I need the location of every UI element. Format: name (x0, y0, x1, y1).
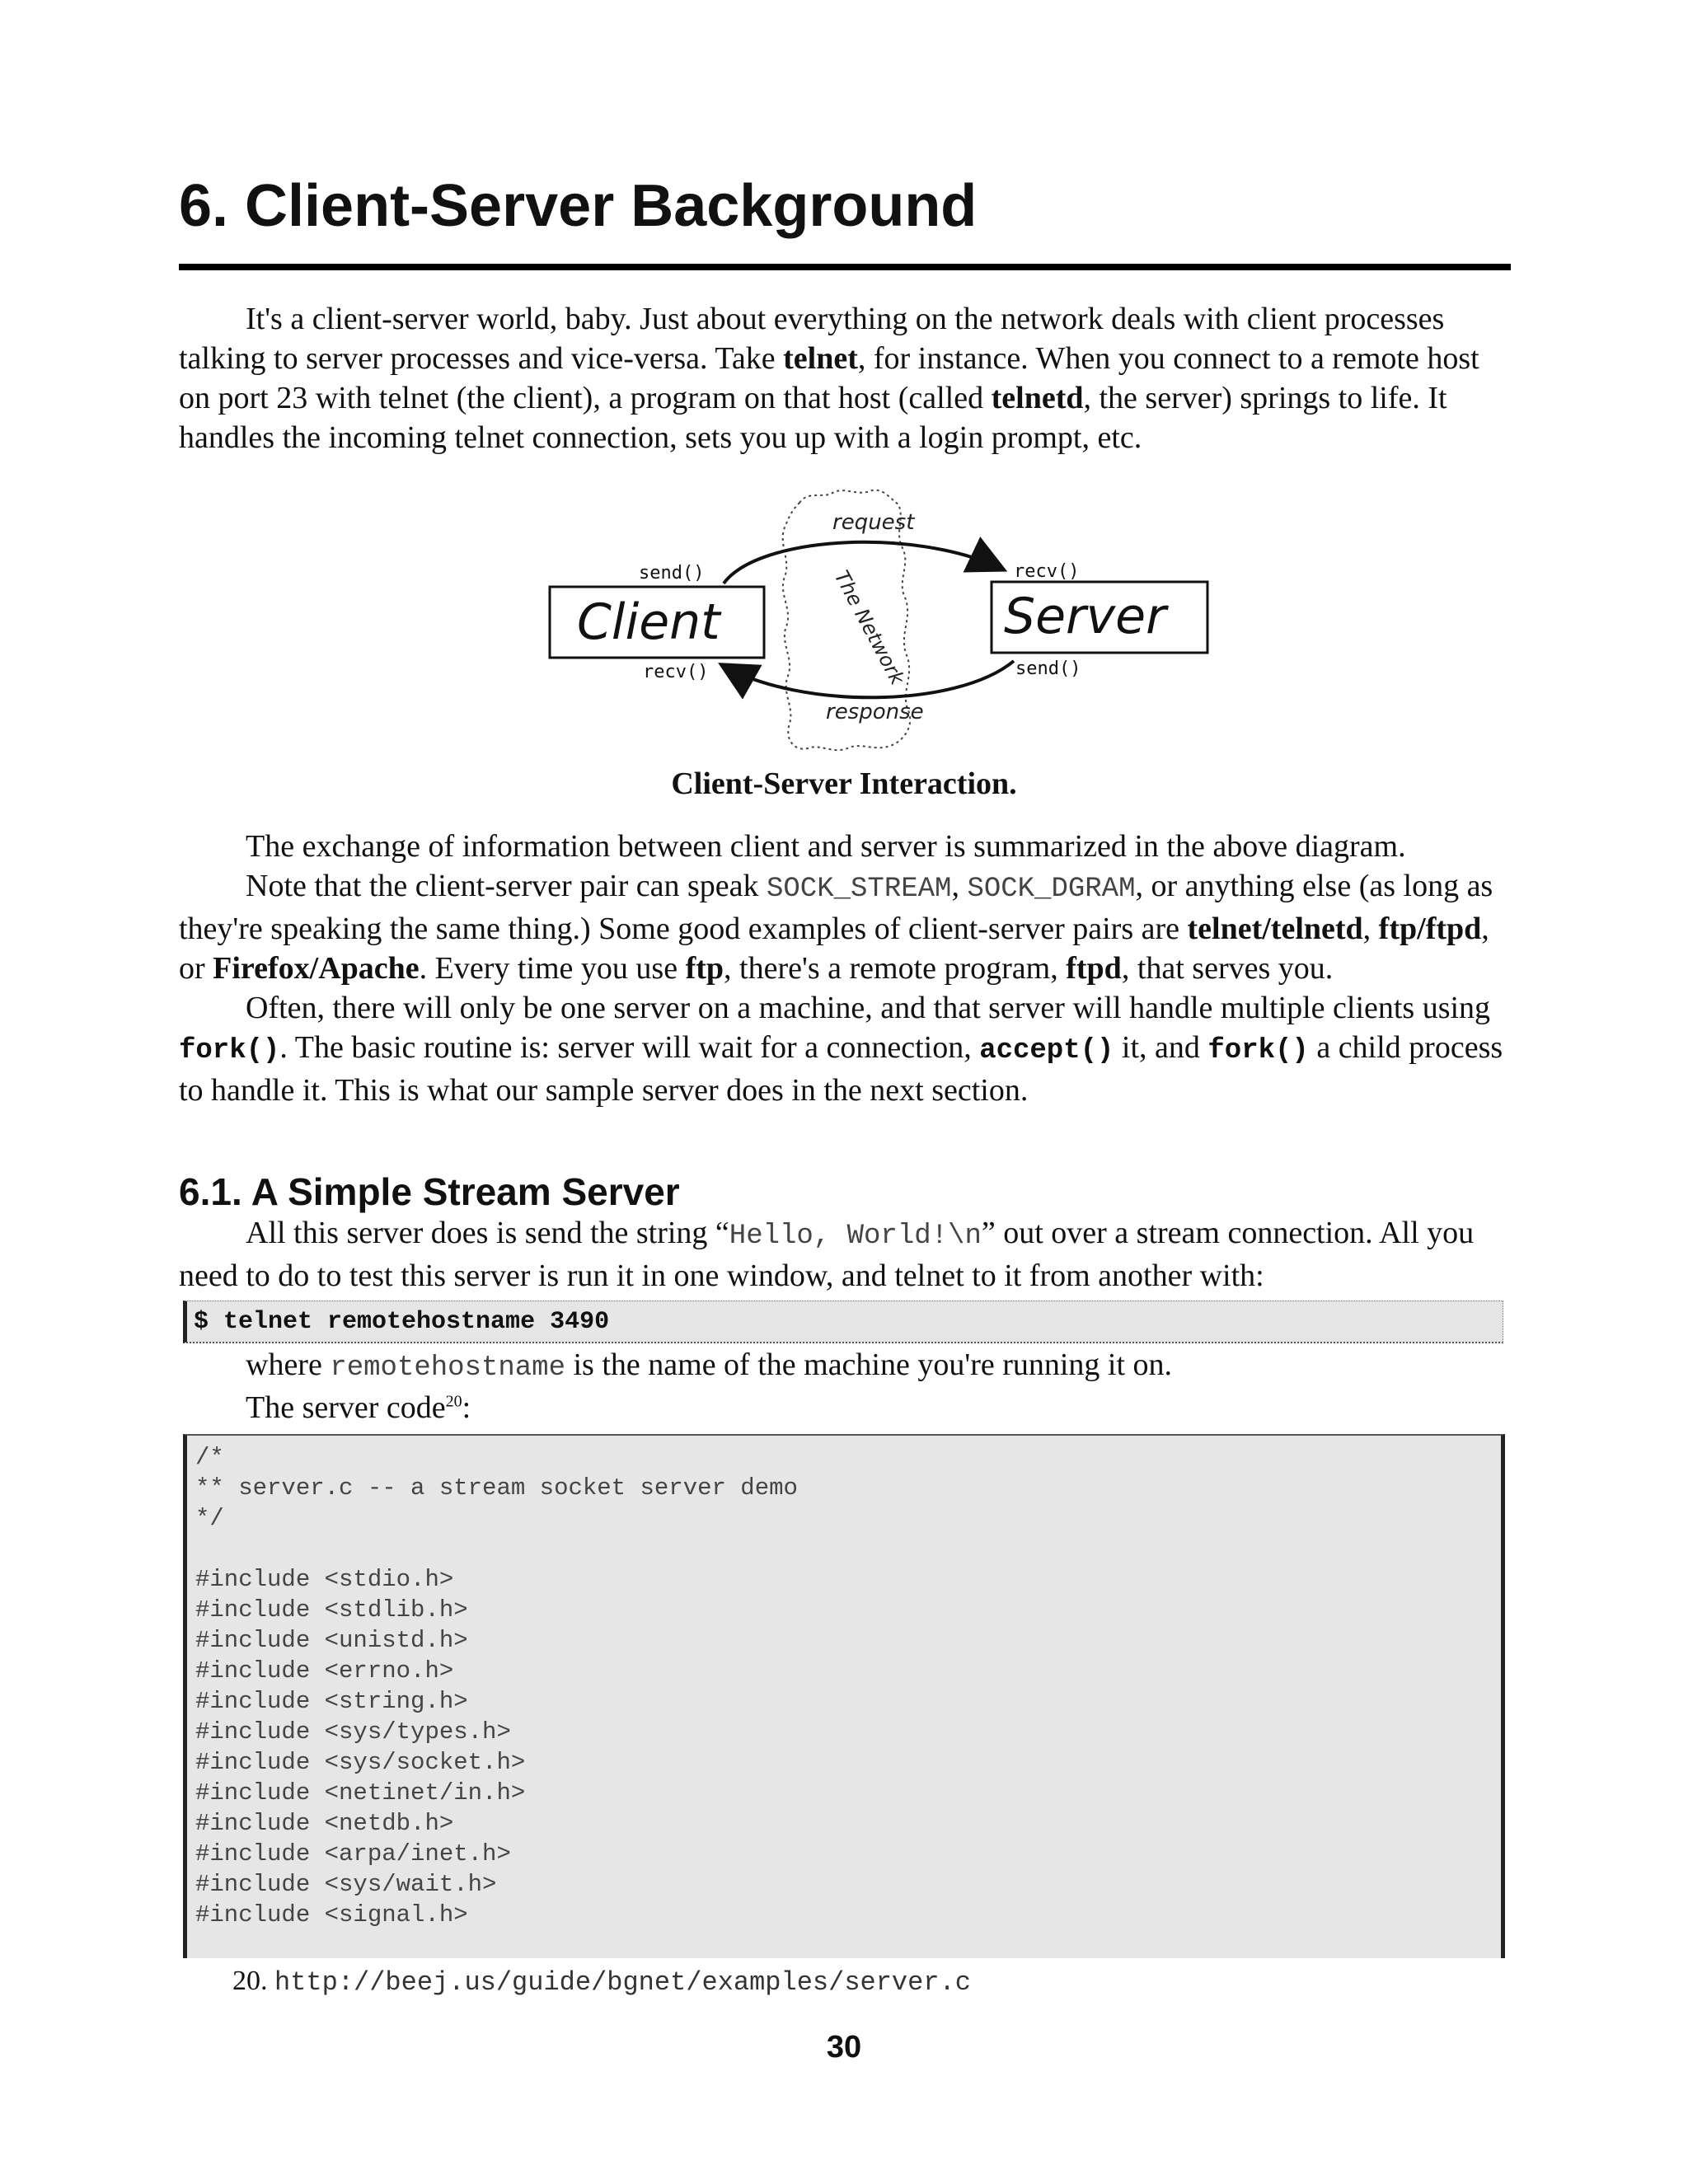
client-label: Client (577, 593, 720, 651)
code-line: #include <string.h> (195, 1688, 468, 1715)
code-line: ** server.c -- a stream socket server demo (195, 1474, 798, 1502)
command-block: $ telnet remotehostname 3490 (183, 1301, 1503, 1343)
code-line: #include <errno.h> (195, 1657, 454, 1685)
fork-code: fork() (179, 1035, 280, 1066)
network-label: The Network (829, 566, 910, 689)
code-line: #include <netdb.h> (195, 1810, 454, 1837)
diagram-caption: Client-Server Interaction. (671, 766, 1017, 801)
remotehostname-code: remotehostname (330, 1352, 565, 1384)
code-line: #include <netinet/in.h> (195, 1779, 526, 1807)
code-line: #include <sys/socket.h> (195, 1749, 526, 1776)
code-line: #include <arpa/inet.h> (195, 1840, 511, 1868)
title-rule (179, 264, 1511, 270)
code-line (187, 1534, 798, 1564)
code-line: #include <sys/types.h> (195, 1718, 511, 1746)
response-arrow (724, 661, 1014, 697)
client-recv-label: recv() (643, 662, 709, 682)
footnote-ref[interactable]: 20 (445, 1392, 462, 1411)
sock-dgram-code: SOCK_DGRAM (967, 874, 1136, 905)
code-line: #include <stdio.h> (195, 1566, 454, 1593)
telnetd-term: telnetd (991, 381, 1084, 415)
response-label: response (826, 700, 924, 724)
server-code-intro: The server code$^{20}$: (246, 1390, 471, 1425)
footnote-number: 20. (232, 1966, 268, 1996)
code-line: #include <stdlib.h> (195, 1596, 468, 1624)
server-send-label: send() (1015, 658, 1081, 679)
page-number: 30 (826, 2030, 862, 2064)
sock-stream-code: SOCK_STREAM (767, 874, 952, 905)
footnote-url[interactable]: http://beej.us/guide/bgnet/examples/server.c (274, 1967, 971, 1998)
hostname-note: where remotehostname is the name of the machine you're running it on. (246, 1347, 1173, 1384)
client-send-label: send() (639, 563, 705, 583)
client-server-diagram (528, 486, 1220, 758)
code-line: #include <unistd.h> (195, 1627, 468, 1654)
server-recv-label: recv() (1014, 561, 1080, 582)
section-title: 6.1. A Simple Stream Server (179, 1170, 680, 1213)
accept-code: accept() (979, 1035, 1114, 1066)
chapter-title: 6. Client-Server Background (179, 173, 978, 239)
code-block (183, 1434, 1505, 1958)
server-label: Server (1004, 588, 1166, 645)
telnet-term: telnet (783, 341, 858, 376)
code-line: */ (195, 1505, 224, 1532)
footnote (232, 1961, 971, 2003)
request-arrow (724, 542, 1001, 583)
body-paragraphs: The exchange of information between client and server is summarized in the above diagram. Note that the client-server pair can speak SOCK_STREAM, SOCK_DGRAM, or anything else (as long as they're speaking the same thing.) Some good examples of client-server pairs are telnet/telnetd, ftp/ftpd, or Firefox/Apache. Every time you use ftp, there's a remote program, ftpd, that serves you. Often, there will only be one server on a machine, and that server will handle multiple clients using fork(). The basic routine is: server will wait for a connection, accept() it, and fork() a child process to handle it. This is what our sample server does in the next section. (179, 829, 1503, 1108)
code-line: /* (195, 1444, 224, 1471)
section-intro: All this server does is send the string “Hello, World!\n” out over a stream connection. All you need to do to test this server is run it in one window, and telnet to it from another with: (179, 1216, 1475, 1293)
intro-paragraph: It's a client-server world, baby. Just about everything on the network deals with client processes talking to server processes and vice-versa. Take telnet, for instance. When you connect to a remote host on port 23 with telnet (the client), a program on that host (called telnetd, the server) springs to life. It handles the incoming telnet connection, sets you up with a login prompt, etc. (179, 302, 1479, 455)
code-line: #include <sys/wait.h> (195, 1871, 497, 1898)
fork-code-2: fork() (1207, 1035, 1309, 1066)
code-line: #include <signal.h> (195, 1901, 468, 1929)
request-label: request (832, 510, 915, 535)
code-lines (187, 1442, 798, 1930)
hello-world-code: Hello, World!\n (729, 1221, 982, 1252)
